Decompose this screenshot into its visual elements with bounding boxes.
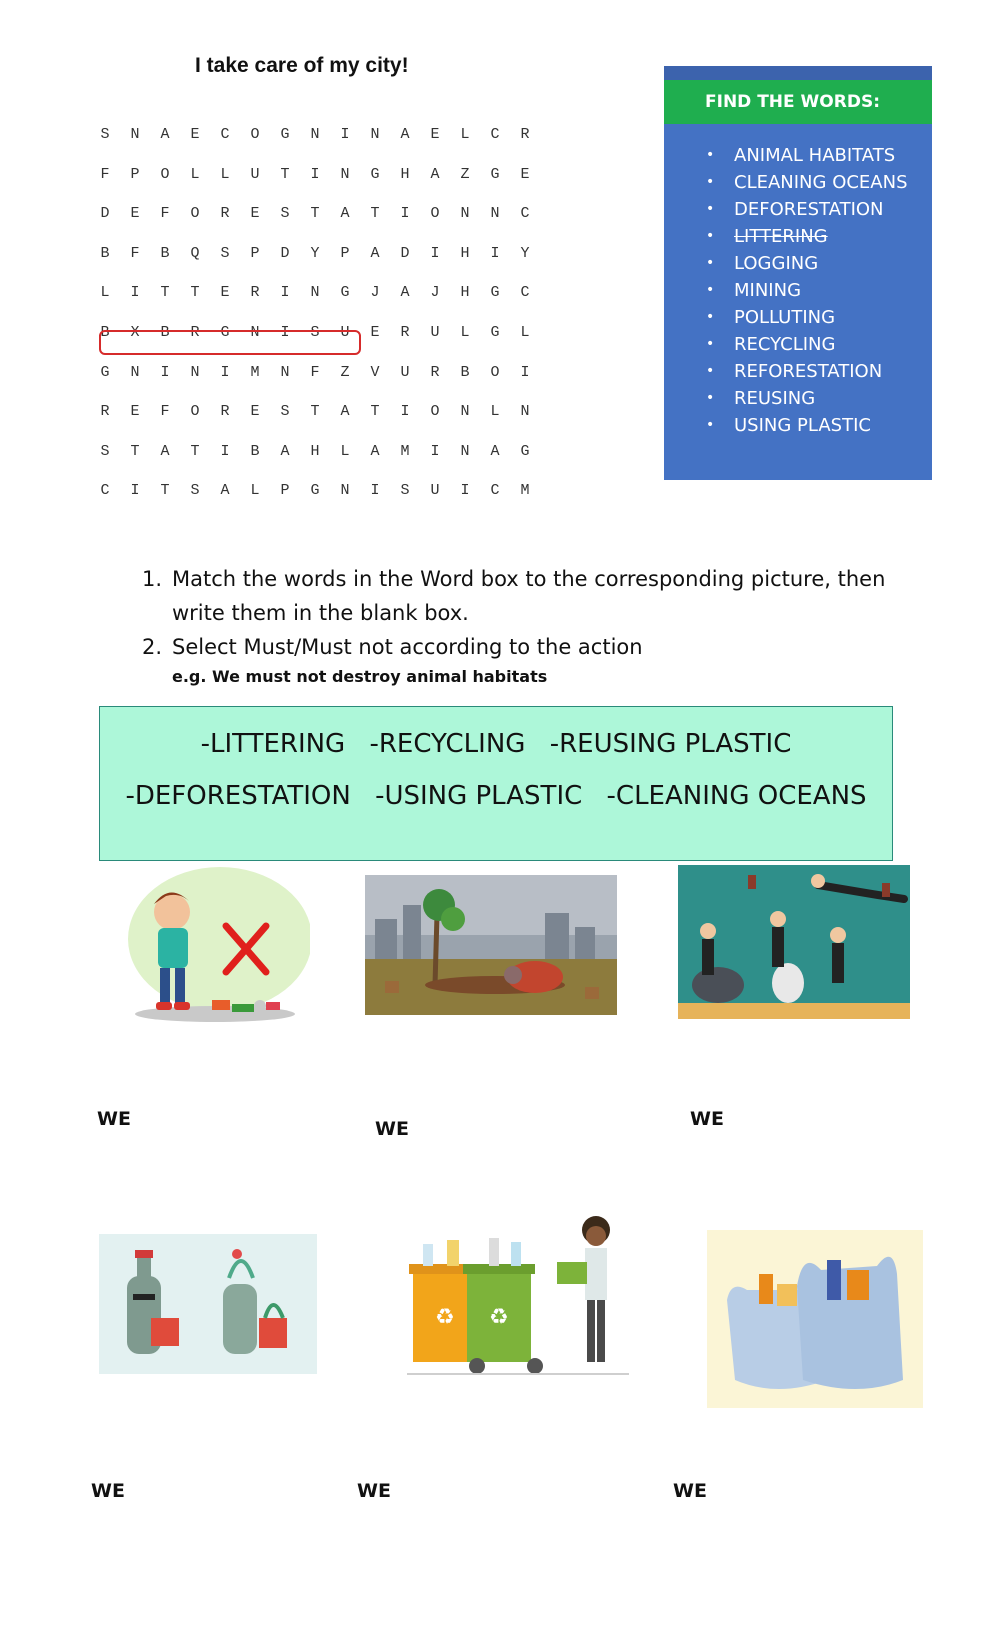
instruction-number: 2. <box>142 635 163 659</box>
grid-letter: E <box>250 403 260 421</box>
bullet: • <box>706 390 715 406</box>
instruction-text: Match the words in the Word box to the corresponding picture, then write them in the blank box. <box>172 567 886 625</box>
bullet: • <box>706 309 715 325</box>
grid-letter: G <box>370 165 380 183</box>
word-list-item <box>664 169 908 196</box>
grid-letter: G <box>490 165 500 183</box>
grid-letter: E <box>130 205 140 223</box>
grid-letter: O <box>430 205 440 223</box>
answer-prefix: WE <box>375 1118 409 1140</box>
wordbox-heading: FIND THE WORDS: <box>664 80 932 124</box>
svg-text:♻: ♻ <box>435 1305 455 1330</box>
grid-letter: T <box>160 482 170 500</box>
grid-letter: N <box>250 324 260 341</box>
bullet: • <box>706 201 715 217</box>
grid-letter: U <box>340 324 350 341</box>
grid-row <box>95 443 555 463</box>
grid-letter: A <box>340 403 350 421</box>
grid-letter: E <box>430 126 440 143</box>
grid-letter: P <box>130 165 140 183</box>
word-bank-line-2 <box>100 781 892 811</box>
answer-prefix: WE <box>673 1480 707 1502</box>
grid-letter: H <box>460 284 470 302</box>
grid-letter: A <box>490 442 500 460</box>
grid-letter: B <box>160 244 170 262</box>
grid-row <box>95 284 555 304</box>
grid-letter: N <box>130 363 140 381</box>
grid-letter: F <box>160 205 170 223</box>
grid-letter: A <box>370 244 380 262</box>
grid-letter: S <box>310 324 320 341</box>
grid-row <box>95 205 555 225</box>
grid-letter: P <box>280 482 290 500</box>
deforestation-picture <box>365 875 617 1015</box>
grid-letter: T <box>310 205 320 223</box>
grid-letter: L <box>250 482 260 500</box>
word-list-label: MINING <box>734 280 802 301</box>
grid-row <box>95 245 555 265</box>
example-sentence: e.g. We must not destroy animal habitats <box>172 667 548 686</box>
grid-letter: C <box>490 482 500 500</box>
grid-letter: N <box>130 126 140 143</box>
grid-letter: I <box>430 244 440 262</box>
grid-letter: L <box>220 165 230 183</box>
grid-letter: U <box>400 363 410 381</box>
grid-letter: Z <box>340 363 350 381</box>
grid-letter: T <box>370 403 380 421</box>
word-list-label: LITTERING <box>734 226 828 247</box>
instruction-number: 1. <box>142 567 163 591</box>
grid-row <box>95 403 555 423</box>
grid-letter: L <box>190 165 200 183</box>
grid-letter: I <box>280 284 290 302</box>
bullet: • <box>706 174 715 190</box>
svg-text:♻: ♻ <box>489 1305 509 1330</box>
grid-letter: F <box>130 244 140 262</box>
grid-letter: L <box>340 442 350 460</box>
grid-letter: A <box>220 482 230 500</box>
grid-letter: I <box>520 363 530 381</box>
word-list-item <box>664 385 908 412</box>
word-list-item <box>664 196 908 223</box>
grid-letter: S <box>100 442 110 460</box>
word-list-item <box>664 223 908 250</box>
grid-letter: U <box>250 165 260 183</box>
grid-letter: N <box>340 165 350 183</box>
bank-word: -USING PLASTIC <box>375 781 583 811</box>
grid-letter: U <box>430 324 440 341</box>
grid-letter: J <box>430 284 440 302</box>
grid-letter: C <box>220 126 230 143</box>
bullet: • <box>706 147 715 163</box>
using-plastic-picture <box>707 1230 923 1408</box>
grid-letter: C <box>490 126 500 143</box>
bank-word: -CLEANING OCEANS <box>606 781 867 811</box>
grid-letter: N <box>340 482 350 500</box>
grid-letter: E <box>250 205 260 223</box>
word-list-item <box>664 250 908 277</box>
grid-letter: E <box>130 403 140 421</box>
grid-letter: C <box>520 284 530 302</box>
answer-prefix: WE <box>357 1480 391 1502</box>
grid-letter: R <box>220 205 230 223</box>
grid-letter: U <box>430 482 440 500</box>
grid-letter: R <box>190 324 200 341</box>
grid-letter: A <box>400 284 410 302</box>
grid-letter: H <box>310 442 320 460</box>
word-list-item <box>664 142 908 169</box>
grid-letter: I <box>400 205 410 223</box>
grid-letter: Q <box>190 244 200 262</box>
bank-word: -RECYCLING <box>369 729 526 759</box>
wordbox-top-bar <box>664 66 932 80</box>
grid-letter: T <box>190 442 200 460</box>
word-list-item <box>664 277 908 304</box>
grid-letter: H <box>400 165 410 183</box>
grid-letter: A <box>430 165 440 183</box>
instructions <box>142 562 932 664</box>
grid-letter: S <box>400 482 410 500</box>
grid-letter: I <box>430 442 440 460</box>
grid-letter: C <box>100 482 110 500</box>
word-list-label: REFORESTATION <box>734 361 883 382</box>
grid-letter: N <box>310 126 320 143</box>
reusing-plastic-picture <box>99 1234 317 1374</box>
grid-letter: I <box>220 363 230 381</box>
word-bank-line-1 <box>100 729 892 759</box>
grid-letter: A <box>280 442 290 460</box>
grid-letter: S <box>280 205 290 223</box>
grid-row <box>95 482 555 502</box>
word-list-label: REUSING <box>734 388 816 409</box>
grid-letter: A <box>160 126 170 143</box>
answer-prefix: WE <box>97 1108 131 1130</box>
bank-word: -DEFORESTATION <box>125 781 351 811</box>
grid-letter: X <box>130 324 140 341</box>
bullet: • <box>706 282 715 298</box>
grid-letter: M <box>250 363 260 381</box>
grid-letter: G <box>520 442 530 460</box>
grid-letter: D <box>400 244 410 262</box>
grid-letter: B <box>100 324 110 341</box>
grid-letter: M <box>400 442 410 460</box>
grid-letter: V <box>370 363 380 381</box>
grid-letter: I <box>220 442 230 460</box>
find-words-box <box>664 66 932 480</box>
found-word-circle <box>99 330 361 355</box>
grid-letter: H <box>460 244 470 262</box>
instruction-1 <box>142 562 932 630</box>
grid-letter: F <box>310 363 320 381</box>
word-list-label: USING PLASTIC <box>734 415 871 436</box>
grid-letter: P <box>250 244 260 262</box>
grid-letter: O <box>490 363 500 381</box>
word-list-item <box>664 331 908 358</box>
grid-letter: C <box>520 205 530 223</box>
grid-row <box>95 126 555 146</box>
word-list-label: DEFORESTATION <box>734 199 884 220</box>
littering-picture <box>120 864 310 1024</box>
grid-letter: I <box>370 482 380 500</box>
grid-letter: E <box>220 284 230 302</box>
grid-letter: I <box>130 482 140 500</box>
grid-letter: G <box>100 363 110 381</box>
grid-letter: B <box>250 442 260 460</box>
bank-word: -REUSING PLASTIC <box>549 729 792 759</box>
grid-letter: N <box>520 403 530 421</box>
grid-letter: I <box>400 403 410 421</box>
word-list-item <box>664 358 908 385</box>
grid-letter: O <box>190 205 200 223</box>
grid-letter: D <box>100 205 110 223</box>
grid-letter: B <box>460 363 470 381</box>
bullet: • <box>706 228 715 244</box>
grid-letter: O <box>190 403 200 421</box>
bullet: • <box>706 363 715 379</box>
grid-letter: I <box>460 482 470 500</box>
grid-letter: T <box>280 165 290 183</box>
grid-letter: I <box>130 284 140 302</box>
grid-letter: N <box>370 126 380 143</box>
grid-letter: N <box>310 284 320 302</box>
grid-letter: R <box>250 284 260 302</box>
grid-letter: S <box>100 126 110 143</box>
grid-letter: L <box>460 324 470 341</box>
grid-letter: N <box>460 205 470 223</box>
grid-letter: N <box>460 403 470 421</box>
grid-row <box>95 166 555 186</box>
grid-letter: N <box>190 363 200 381</box>
grid-letter: R <box>220 403 230 421</box>
instruction-2 <box>142 630 932 664</box>
grid-letter: T <box>310 403 320 421</box>
instruction-text: Select Must/Must not according to the action <box>172 635 643 659</box>
grid-letter: J <box>370 284 380 302</box>
bullet: • <box>706 255 715 271</box>
bullet: • <box>706 417 715 433</box>
worksheet-title: I take care of my city! <box>195 54 409 77</box>
grid-letter: T <box>130 442 140 460</box>
word-list-item <box>664 304 908 331</box>
grid-letter: N <box>280 363 290 381</box>
grid-letter: I <box>160 363 170 381</box>
grid-letter: A <box>160 442 170 460</box>
answer-prefix: WE <box>690 1108 724 1130</box>
word-list-label: ANIMAL HABITATS <box>734 145 896 166</box>
grid-letter: D <box>280 244 290 262</box>
grid-letter: L <box>460 126 470 143</box>
grid-letter: R <box>400 324 410 341</box>
grid-letter: R <box>520 126 530 143</box>
word-bank <box>99 706 893 861</box>
grid-letter: T <box>190 284 200 302</box>
word-list-label: POLLUTING <box>734 307 836 328</box>
grid-letter: I <box>490 244 500 262</box>
grid-letter: Y <box>520 244 530 262</box>
grid-row <box>95 364 555 384</box>
grid-letter: G <box>280 126 290 143</box>
answer-prefix: WE <box>91 1480 125 1502</box>
grid-letter: L <box>520 324 530 341</box>
grid-letter: G <box>340 284 350 302</box>
word-list-label: RECYCLING <box>734 334 836 355</box>
grid-letter: A <box>340 205 350 223</box>
grid-letter: G <box>220 324 230 341</box>
grid-letter: E <box>370 324 380 341</box>
grid-letter: O <box>250 126 260 143</box>
grid-letter: E <box>190 126 200 143</box>
grid-letter: A <box>400 126 410 143</box>
grid-letter: I <box>280 324 290 341</box>
grid-letter: Y <box>310 244 320 262</box>
grid-letter: S <box>220 244 230 262</box>
cleaning-oceans-picture <box>678 865 910 1019</box>
grid-letter: B <box>160 324 170 341</box>
grid-letter: F <box>160 403 170 421</box>
bullet: • <box>706 336 715 352</box>
bank-word: -LITTERING <box>200 729 346 759</box>
grid-letter: M <box>520 482 530 500</box>
grid-letter: L <box>490 403 500 421</box>
grid-letter: O <box>160 165 170 183</box>
word-list <box>664 142 908 439</box>
grid-letter: T <box>370 205 380 223</box>
grid-letter: A <box>370 442 380 460</box>
grid-letter: S <box>280 403 290 421</box>
grid-letter: Z <box>460 165 470 183</box>
grid-letter: B <box>100 244 110 262</box>
word-list-label: CLEANING OCEANS <box>734 172 908 193</box>
word-list-label: LOGGING <box>734 253 819 274</box>
grid-letter: I <box>340 126 350 143</box>
grid-letter: N <box>490 205 500 223</box>
grid-letter: F <box>100 165 110 183</box>
grid-letter: O <box>430 403 440 421</box>
grid-letter: R <box>430 363 440 381</box>
grid-letter: R <box>100 403 110 421</box>
grid-letter: T <box>160 284 170 302</box>
recycling-picture <box>407 1210 629 1378</box>
grid-letter: G <box>490 324 500 341</box>
grid-letter: L <box>100 284 110 302</box>
grid-letter: G <box>490 284 500 302</box>
grid-letter: P <box>340 244 350 262</box>
grid-letter: E <box>520 165 530 183</box>
grid-letter: G <box>310 482 320 500</box>
word-list-item <box>664 412 908 439</box>
grid-letter: I <box>310 165 320 183</box>
grid-letter: S <box>190 482 200 500</box>
grid-letter: N <box>460 442 470 460</box>
